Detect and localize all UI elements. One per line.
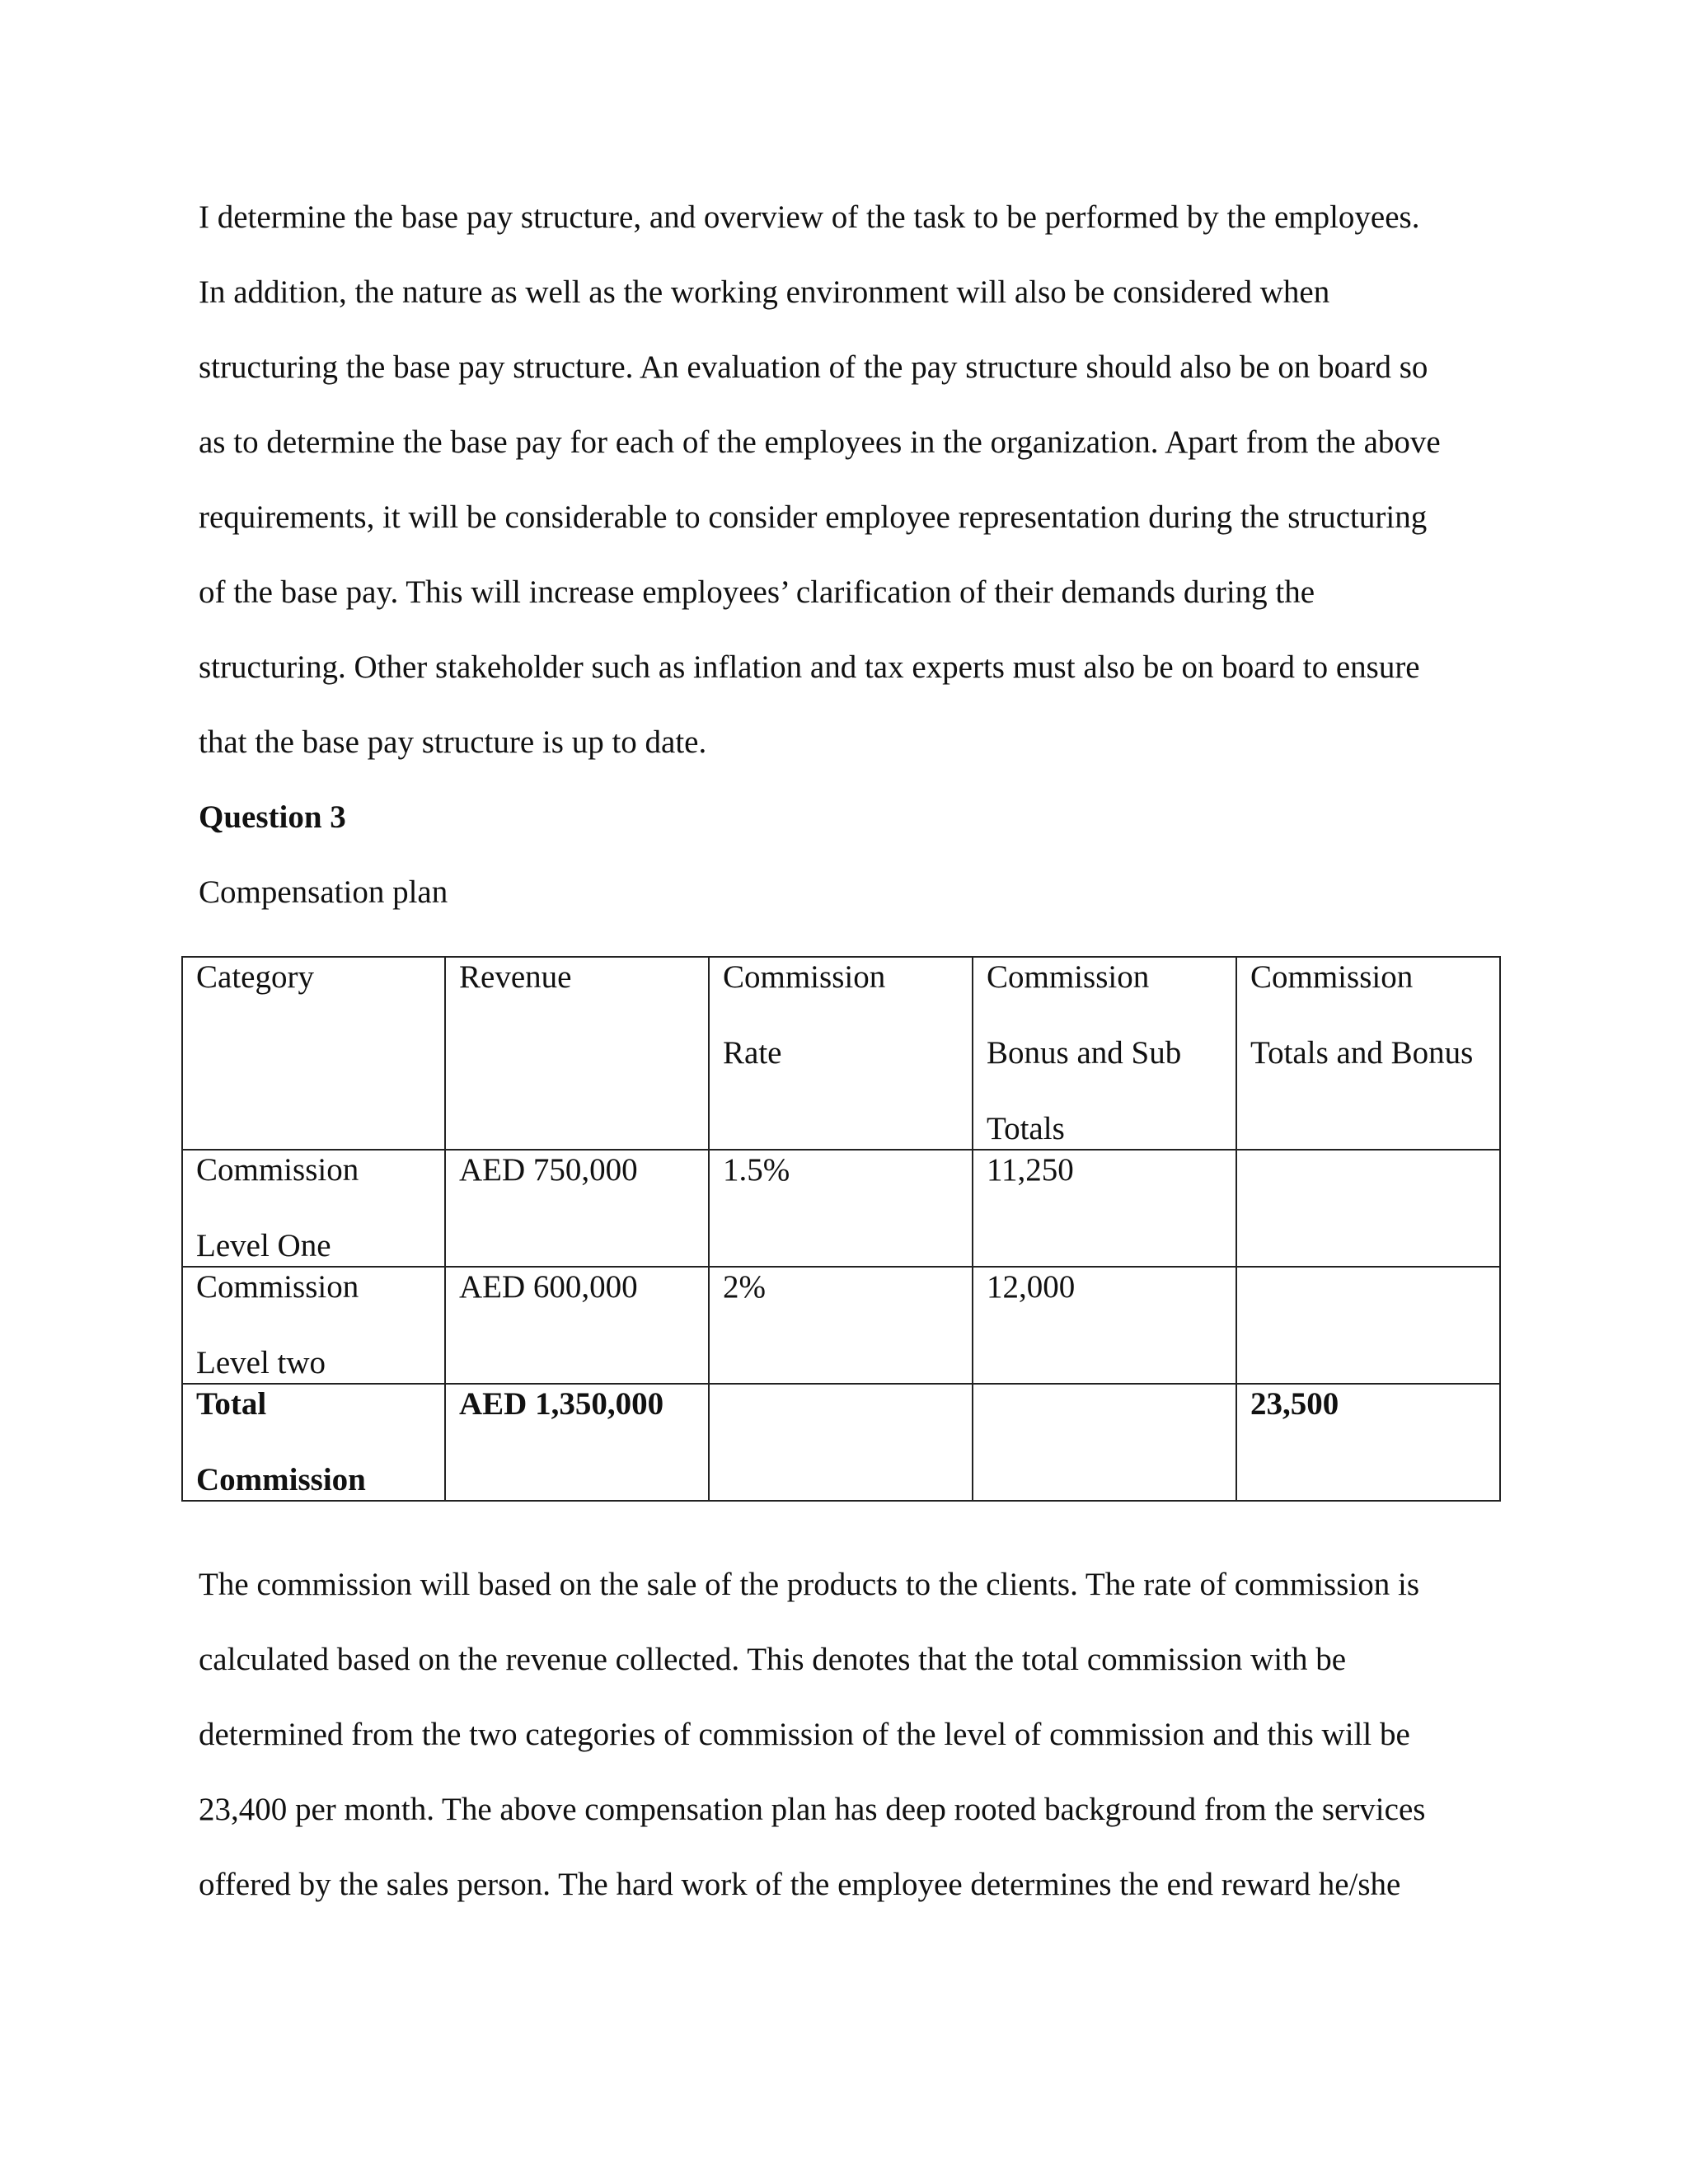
header-text: Bonus and Sub [987, 1035, 1182, 1071]
cell-totals-bonus [1236, 1150, 1500, 1267]
header-text: Totals [987, 1111, 1065, 1146]
paragraph-line: 23,400 per month. The above compensation plan has deep rooted background from the services [199, 1792, 1426, 1827]
header-text: Totals and Bonus [1250, 1035, 1474, 1071]
compensation-table [181, 956, 1501, 1502]
cell-text [987, 1385, 1222, 1424]
cell-bonus-subtotals [973, 1384, 1236, 1501]
cell-bonus-subtotals [973, 1267, 1236, 1384]
header-cell-totals-bonus [1236, 957, 1500, 1150]
cell-totals-bonus [1236, 1384, 1500, 1501]
cell-text [1250, 1268, 1486, 1307]
cell-revenue [445, 1384, 709, 1501]
paragraph-line: In addition, the nature as well as the working environment will also be considered when [199, 274, 1330, 310]
header-cell-rate [709, 957, 973, 1150]
cell-text: Commission [196, 1269, 359, 1305]
header-cell-revenue [445, 957, 709, 1150]
cell-text: 11,250 [987, 1152, 1074, 1188]
cell-text: AED 750,000 [459, 1152, 638, 1188]
paragraph-line: determined from the two categories of commission of the level of commission and this will be [199, 1717, 1410, 1752]
section-heading: Question 3 [199, 799, 346, 835]
cell-text: Level One [196, 1228, 331, 1263]
header-cell-category [182, 957, 445, 1150]
cell-category [182, 1267, 445, 1384]
paragraph-line: offered by the sales person. The hard work of the employee determines the end reward he/she [199, 1867, 1401, 1902]
table-header-row [182, 957, 1500, 1150]
cell-text: AED 600,000 [459, 1269, 638, 1305]
paragraph-line: structuring. Other stakeholder such as inflation and tax experts must also be on board to ensure [199, 649, 1420, 685]
cell-rate [709, 1150, 973, 1267]
cell-text: Commission [196, 1462, 366, 1497]
paragraph-line: I determine the base pay structure, and overview of the task to be performed by the employees. [199, 199, 1420, 235]
cell-rate [709, 1267, 973, 1384]
cell-category [182, 1150, 445, 1267]
cell-text: 1.5% [723, 1152, 790, 1188]
cell-rate [709, 1384, 973, 1501]
cell-text [1250, 1151, 1486, 1190]
paragraph-line: structuring the base pay structure. An evaluation of the pay structure should also be on board so [199, 349, 1428, 385]
paragraph-line: of the base pay. This will increase employees’ clarification of their demands during the [199, 574, 1315, 610]
cell-text [723, 1385, 959, 1424]
header-text: Category [196, 959, 314, 995]
cell-text: 2% [723, 1269, 766, 1305]
header-text: Rate [723, 1035, 782, 1071]
header-cell-bonus-subtotals [973, 957, 1236, 1150]
table-row [182, 1267, 1500, 1384]
header-text: Revenue [459, 959, 572, 995]
cell-text: 23,500 [1250, 1386, 1339, 1422]
cell-text: AED 1,350,000 [459, 1386, 664, 1422]
cell-text: Total [196, 1386, 267, 1422]
paragraph-line: calculated based on the revenue collected. This denotes that the total commission with be [199, 1642, 1347, 1677]
cell-revenue [445, 1150, 709, 1267]
cell-totals-bonus [1236, 1267, 1500, 1384]
paragraph-line: as to determine the base pay for each of the employees in the organization. Apart from the above [199, 424, 1441, 460]
header-text: Commission [723, 959, 886, 995]
header-text: Commission [987, 959, 1150, 995]
table-caption: Compensation plan [199, 874, 448, 910]
paragraph-line: that the base pay structure is up to date. [199, 724, 707, 760]
table-total-row [182, 1384, 1500, 1501]
paragraph-line: The commission will based on the sale of the products to the clients. The rate of commission is [199, 1567, 1419, 1602]
cell-bonus-subtotals [973, 1150, 1236, 1267]
cell-category [182, 1384, 445, 1501]
header-text: Commission [1250, 959, 1414, 995]
table-row [182, 1150, 1500, 1267]
paragraph-line: requirements, it will be considerable to consider employee representation during the structuring [199, 499, 1428, 535]
cell-text: Commission [196, 1152, 359, 1188]
cell-revenue [445, 1267, 709, 1384]
cell-text: 12,000 [987, 1269, 1076, 1305]
cell-text: Level two [196, 1345, 326, 1380]
